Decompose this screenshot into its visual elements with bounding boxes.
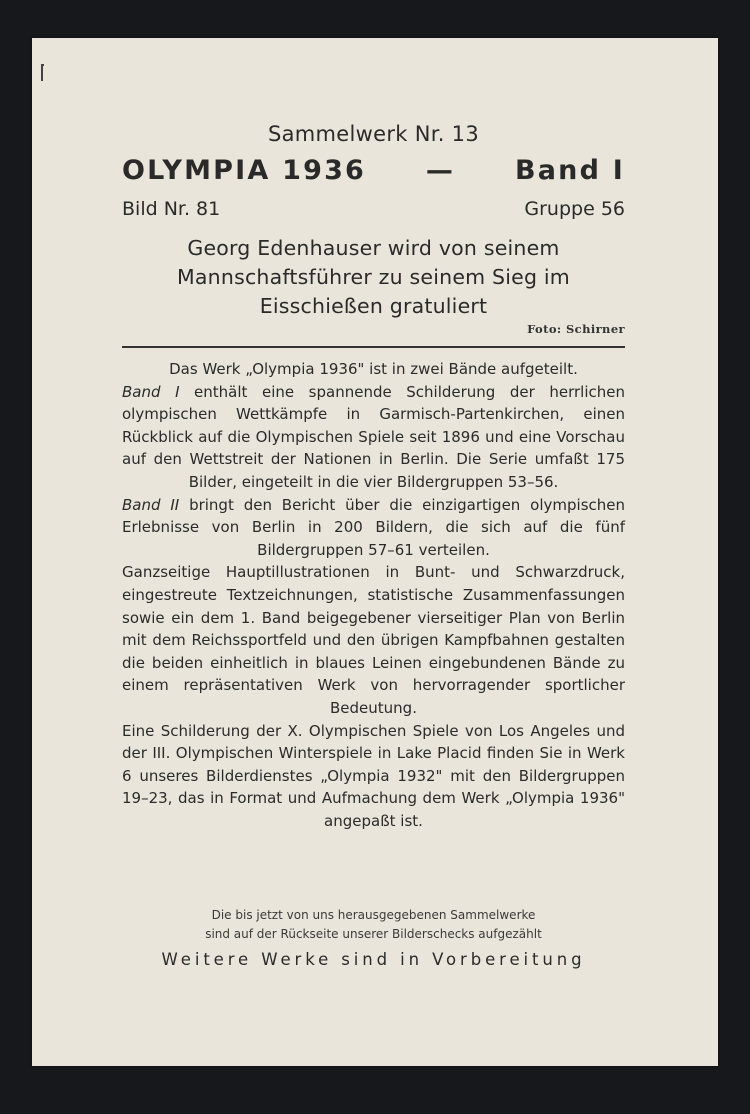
headline-dash: — [425,155,456,186]
picture-caption: Georg Edenhauser wird von seinem Mannschaftsführer zu seinem Sieg im Eisschießen gratuliert [177,236,570,318]
headline-right: Band I [514,155,625,186]
notice-line-1: Die bis jetzt von uns herausgegebenen Sammelwerke [211,908,536,922]
paragraph-band-2 [122,494,625,562]
footer-note: Weitere Werke sind in Vorbereitung [161,950,586,969]
picture-number: Bild Nr. 81 [122,198,221,220]
corner-mark [41,64,44,81]
band-1-text: enthält eine spannende Schilderung der herrlichen olympischen Wettkämpfe in Garmisch-Partenkirchen, einen Rückblick auf die Olympischen Spiele seit 1896 und eine Vorschau auf den Wettstreit der Nationen in Berlin. Die Serie umfaßt 175 Bilder, eingeteilt in die vier Bildergruppen 53–56. [122,382,625,491]
divider-rule [122,346,625,348]
paragraph-olympia-1932: Eine Schilderung der X. Olympischen Spiele von Los Angeles und der III. Olympischen Winterspiele in Lake Placid finden Sie in Werk 6 unseres Bilderdienstes „Olympia 1932" mit den Bildergruppen 19–23, das in Format und Aufmachung dem Werk „Olympia 1936" angepaßt ist. [122,721,625,830]
collector-card-back [32,38,718,1066]
headline-left: OLYMPIA 1936 [122,155,367,186]
band-2-label: Band II [122,495,180,514]
paragraph-band-1 [122,381,625,494]
description-text [122,358,625,832]
paragraph-illustrations: Ganzseitige Hauptillustrationen in Bunt- und Schwarzdruck, eingestreute Textzeichnungen, statistische Zusammenfassungen sowie ein dem 1. Band beigegebener vierseitiger Plan von Berlin mit dem Reichssportfeld und den übrigen Kampfbahnen gestalten die beiden einheitlich in blaues Leinen eingebundenen Bände zu einem repräsentativen Werk von hervorragender sportlicher Bedeutung. [122,563,625,717]
series-title: Sammelwerk Nr. 13 [267,122,480,146]
meta-row [122,198,625,220]
notice [122,906,625,944]
headline [122,155,625,186]
group-number: Gruppe 56 [524,198,625,220]
notice-line-2: sind auf der Rückseite unserer Bilderschecks aufgezählt [205,927,542,941]
paragraph-intro: Das Werk „Olympia 1936" ist in zwei Bände aufgeteilt. [169,360,578,378]
band-1-label: Band I [122,382,180,401]
photo-credit: Foto: Schirner [527,322,625,336]
band-2-text: bringt den Bericht über die einzigartigen olympischen Erlebnisse von Berlin in 200 Bildern, die sich auf die fünf Bildergruppen 57–61 verteilen. [122,495,625,559]
